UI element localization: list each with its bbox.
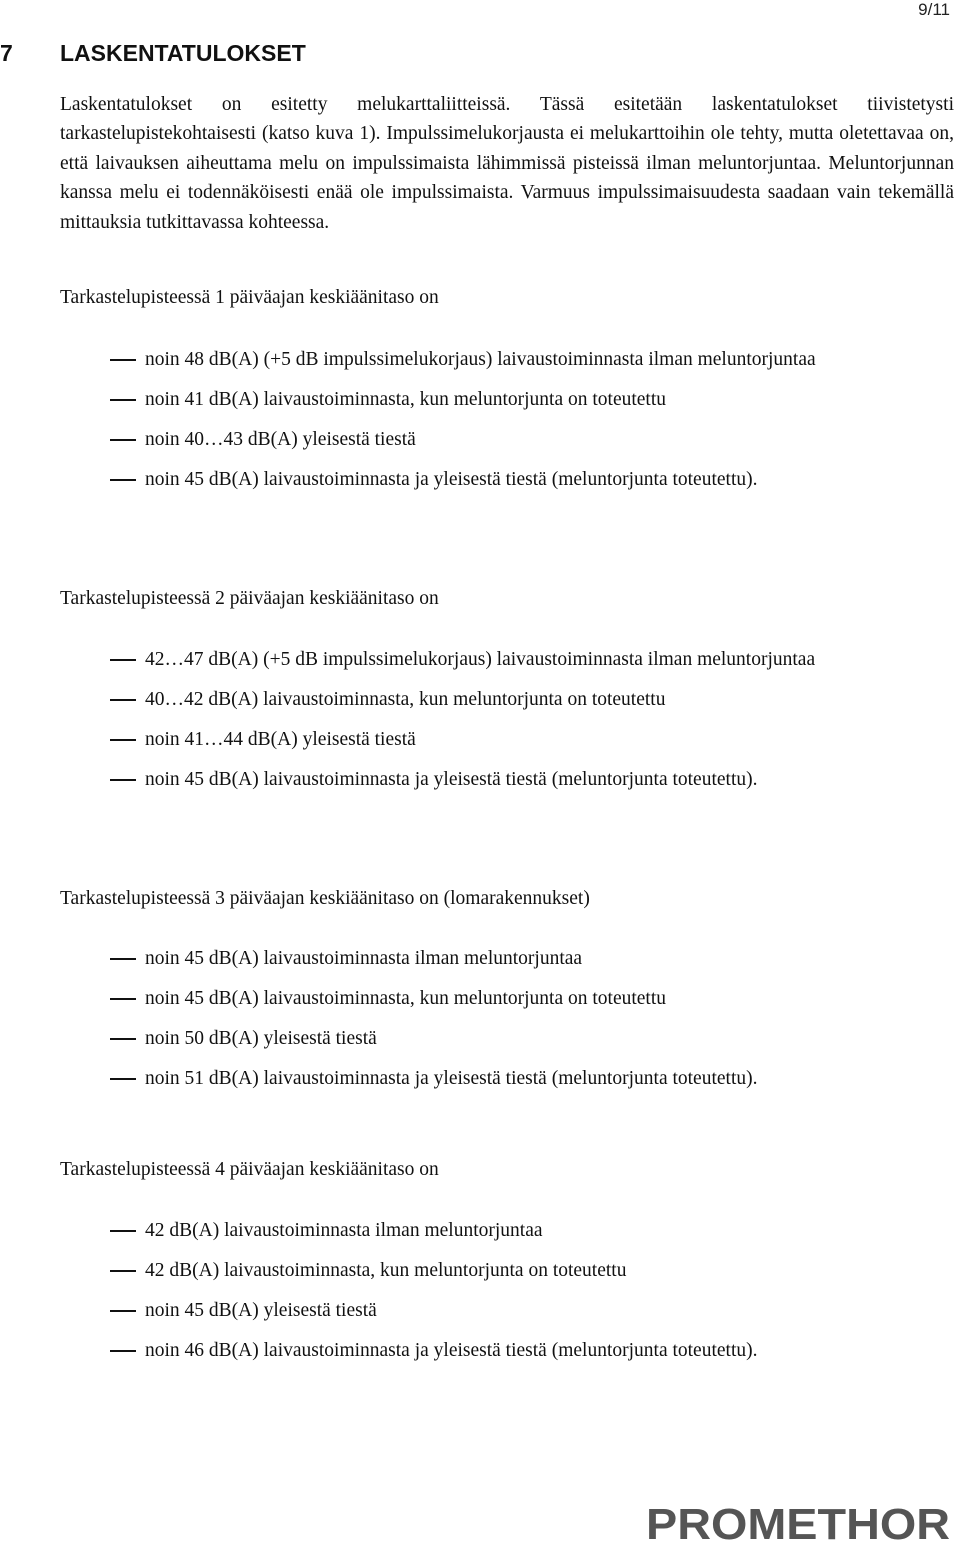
dash-bullet: [110, 779, 136, 781]
point-1-title: Tarkastelupisteessä 1 päiväajan keskiäänitaso on: [60, 287, 439, 308]
section-number: 7: [0, 40, 13, 66]
list-item-text: noin 45 dB(A) laivaustoiminnasta ilman meluntorjuntaa: [145, 948, 583, 969]
list-item: [110, 985, 954, 1012]
list-item-text: 42 dB(A) laivaustoiminnasta, kun meluntorjunta on toteutettu: [145, 1260, 627, 1281]
list-item-text: noin 50 dB(A) yleisestä tiestä: [145, 1028, 377, 1049]
point-4-list: [110, 1217, 954, 1364]
list-item: [110, 686, 954, 713]
dash-bullet: [110, 479, 136, 481]
dash-bullet: [110, 439, 136, 441]
dash-bullet: [110, 1270, 136, 1272]
section-title: LASKENTATULOKSET: [60, 40, 306, 66]
list-item: [110, 646, 954, 673]
list-item: [110, 1337, 954, 1364]
list-item: [110, 1065, 954, 1092]
dash-bullet: [110, 1230, 136, 1232]
list-item-text: noin 41 dB(A) laivaustoiminnasta, kun meluntorjunta on toteutettu: [145, 389, 667, 410]
list-item-text: 42 dB(A) laivaustoiminnasta ilman meluntorjuntaa: [145, 1220, 543, 1241]
list-item-text: noin 45 dB(A) laivaustoiminnasta, kun meluntorjunta on toteutettu: [145, 988, 667, 1009]
list-item-text: noin 45 dB(A) laivaustoiminnasta ja yleisestä tiestä (meluntorjunta toteutettu).: [145, 469, 758, 490]
list-item: [110, 1025, 954, 1052]
list-item: [110, 766, 954, 793]
point-1-list: [110, 346, 954, 493]
dash-bullet: [110, 699, 136, 701]
list-item: [110, 1297, 954, 1324]
point-2-list: [110, 646, 954, 793]
page-number: 9/11: [918, 0, 950, 19]
dash-bullet: [110, 958, 136, 960]
list-item-text: noin 45 dB(A) yleisestä tiestä: [145, 1300, 377, 1321]
list-item: [110, 726, 954, 753]
dash-bullet: [110, 1078, 136, 1080]
list-item: [110, 346, 954, 373]
dash-bullet: [110, 998, 136, 1000]
list-item-text: noin 48 dB(A) (+5 dB impulssimelukorjaus) laivaustoiminnasta ilman meluntorjuntaa: [145, 349, 816, 370]
list-item: [110, 945, 954, 972]
dash-bullet: [110, 399, 136, 401]
list-item-text: noin 46 dB(A) laivaustoiminnasta ja yleisestä tiestä (meluntorjunta toteutettu).: [145, 1340, 758, 1361]
point-4-title: Tarkastelupisteessä 4 päiväajan keskiäänitaso on: [60, 1159, 439, 1180]
dash-bullet: [110, 359, 136, 361]
logo-text: PROMETHOR: [646, 1500, 950, 1544]
list-item: [110, 386, 954, 413]
list-item-text: noin 51 dB(A) laivaustoiminnasta ja yleisestä tiestä (meluntorjunta toteutettu).: [145, 1068, 758, 1089]
dash-bullet: [110, 659, 136, 661]
dash-bullet: [110, 1310, 136, 1312]
point-3-title: Tarkastelupisteessä 3 päiväajan keskiäänitaso on (lomarakennukset): [60, 888, 590, 909]
dash-bullet: [110, 1350, 136, 1352]
intro-paragraph: Laskentatulokset on esitetty melukarttaliitteissä. Tässä esitetään laskentatulokset tiivistetysti tarkastelupistekohtaisesti (katso kuva 1). Impulssimelukorjausta ei melukarttoihin ole tehty, mutta oletettavaa on, että laivauksen aiheuttama melu on impulssimaista lähimmissä pisteissä ilman meluntorjuntaa. Meluntorjunnan kanssa melu ei todennäköisesti enää ole impulssimaista. Varmuus impulssimaisuudesta saadaan vain tekemällä mittauksia tutkittavassa kohteessa.: [60, 94, 954, 233]
list-item-text: noin 45 dB(A) laivaustoiminnasta ja yleisestä tiestä (meluntorjunta toteutettu).: [145, 769, 758, 790]
list-item-text: 40…42 dB(A) laivaustoiminnasta, kun meluntorjunta on toteutettu: [145, 689, 666, 710]
list-item-text: noin 40…43 dB(A) yleisestä tiestä: [145, 429, 416, 450]
list-item: [110, 1217, 954, 1244]
list-item-text: noin 41…44 dB(A) yleisestä tiestä: [145, 729, 416, 750]
point-3-list: [110, 945, 954, 1092]
point-2-title: Tarkastelupisteessä 2 päiväajan keskiäänitaso on: [60, 588, 439, 609]
list-item: [110, 1257, 954, 1284]
promethor-logo: [646, 1496, 952, 1544]
dash-bullet: [110, 1038, 136, 1040]
dash-bullet: [110, 739, 136, 741]
list-item: [110, 426, 954, 453]
list-item-text: 42…47 dB(A) (+5 dB impulssimelukorjaus) laivaustoiminnasta ilman meluntorjuntaa: [145, 649, 816, 670]
list-item: [110, 466, 954, 493]
